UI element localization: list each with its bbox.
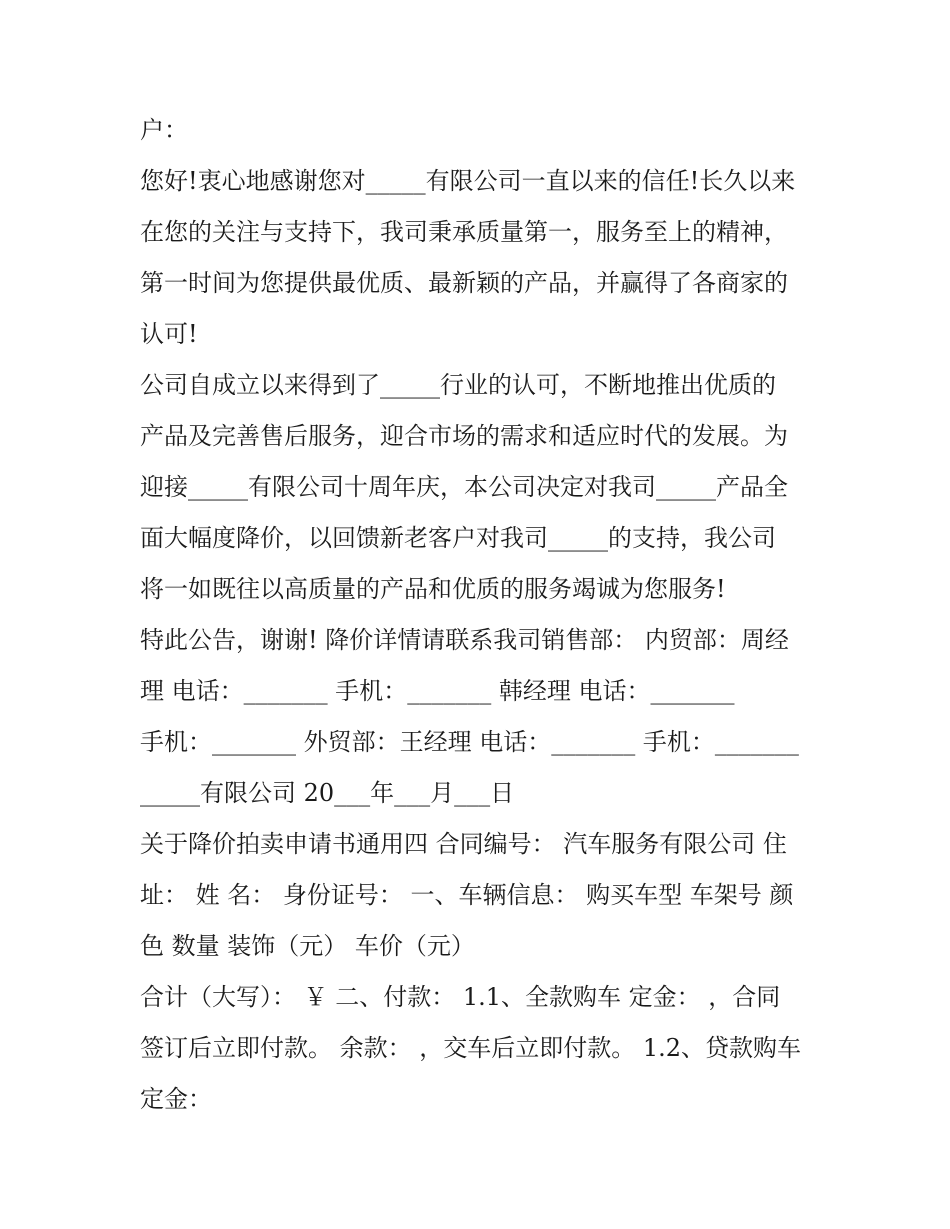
- text-line: 户：: [140, 116, 188, 144]
- text-line: 将一如既往以高质量的产品和优质的服务竭诚为您服务!: [140, 575, 726, 603]
- text-line: 定金：: [140, 1085, 212, 1113]
- text-line: 面大幅度降价，以回馈新老客户对我司_____的支持，我公司: [140, 524, 776, 552]
- text-line: 理 电话：_______ 手机：_______ 韩经理 电话：_______: [140, 677, 735, 705]
- text-line: 色 数量 装饰（元） 车价（元）: [140, 932, 475, 960]
- text-line: 签订后立即付款。 余款： ，交车后立即付款。 1.2、贷款购车: [140, 1034, 802, 1062]
- text-line: _____有限公司 20___年___月___日: [140, 779, 515, 807]
- text-line: 址： 姓 名： 身份证号： 一、车辆信息： 购买车型 车架号 颜: [140, 881, 794, 909]
- text-line: 合计（大写）： ￥ 二、付款： 1.1、全款购车 定金： ，合同: [140, 983, 781, 1011]
- text-line: 认可!: [140, 320, 198, 348]
- text-line: 在您的关注与支持下，我司秉承质量第一，服务至上的精神，: [140, 218, 788, 246]
- text-line: 关于降价拍卖申请书通用四 合同编号： 汽车服务有限公司 住: [140, 830, 787, 858]
- text-line: 您好!衷心地感谢您对_____有限公司一直以来的信任!长久以来: [140, 167, 796, 195]
- text-line: 产品及完善售后服务，迎合市场的需求和适应时代的发展。为: [140, 422, 788, 450]
- text-line: 第一时间为您提供最优质、最新颖的产品，并赢得了各商家的: [140, 269, 788, 297]
- text-line: 迎接_____有限公司十周年庆，本公司决定对我司_____产品全: [140, 473, 788, 501]
- text-line: 特此公告，谢谢! 降价详情请联系我司销售部： 内贸部：周经: [140, 626, 789, 654]
- text-line: 手机：_______ 外贸部：王经理 电话：_______ 手机：_______: [140, 728, 799, 756]
- text-line: 公司自成立以来得到了_____行业的认可，不断地推出优质的: [140, 371, 776, 399]
